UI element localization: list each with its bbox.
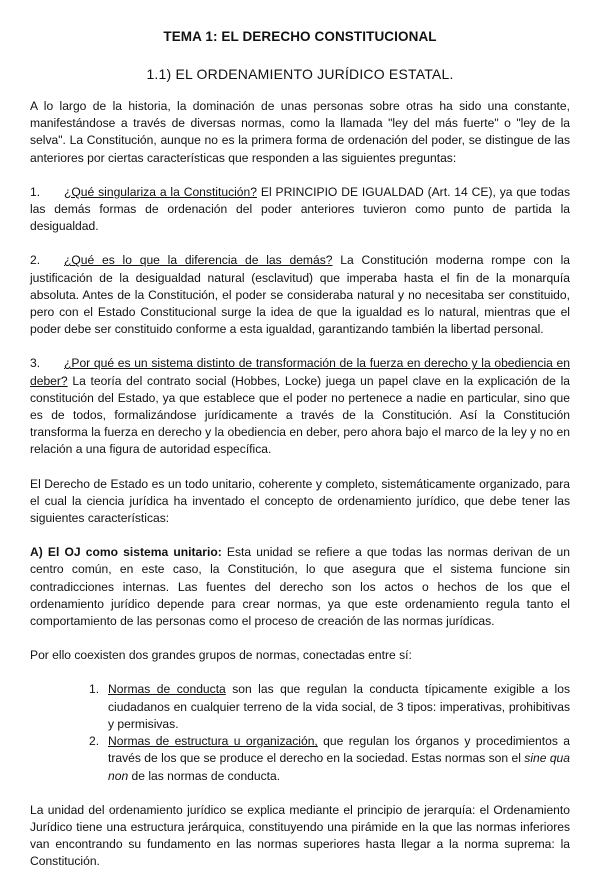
coexisten-paragraph: Por ello coexisten dos grandes grupos de normas, conectadas entre sí: (30, 648, 412, 663)
question-3-text: ¿Por qué es un sistema distinto de transformación de la fuerza en derecho y la obediencia en deber? (30, 356, 570, 388)
norms-list (30, 681, 570, 784)
list-item-text: que regulan los órganos y procedimientos a través de los que se produce el derecho en la sociedad. Estas normas son el (108, 734, 570, 766)
question-3-paragraph (30, 355, 570, 458)
question-2-text: ¿Qué es lo que la diferencia de las demás? (64, 253, 333, 268)
section-a-text: Esta unidad se refiere a que todas las normas derivan de un centro común, en este caso, la Constitución, lo que asegura que el sistema funcione sin contradicciones internas. Las fuentes del derecho son los actos o hechos de los que el ordenamiento jurídico depende para crear normas, ya que este ordenamiento regula tanto el comportamiento de las personas como el proceso de creación de las normas jurídicas. (30, 545, 570, 629)
document-body (30, 98, 570, 888)
section-a-paragraph (30, 544, 570, 630)
list-item (89, 681, 570, 733)
list-item-number: 1. (89, 682, 100, 697)
estado-paragraph: El Derecho de Estado es un todo unitario, coherente y completo, sistemáticamente organizado, para el cual la ciencia jurídica ha inventado el concepto de ordenamiento jurídico, que debe tener las siguientes características: (30, 476, 570, 526)
question-1-number: 1. (30, 184, 41, 199)
question-1-text: ¿Qué singulariza a la Constitución? (64, 184, 257, 199)
question-3-number: 3. (30, 356, 41, 371)
list-item-italic: sine qua non (108, 751, 570, 783)
list-item-term: Normas de conducta (108, 682, 226, 697)
question-1-answer: El PRINCIPIO DE IGUALDAD (Art. 14 CE), ya que todas las demás formas de ordenación del poder anteriores tuvieron como punto de partida la desigualdad. (30, 184, 570, 234)
question-3-answer: La teoría del contrato social (Hobbes, Locke) juega un papel clave en la explicación de la constitución del Estado, ya que establece que el poder no pertenece a nadie en particular, sino que es de todos, formalizándose jurídicamente a través de la Constitución. Así la Constitución transforma la fuerza en derecho y la obediencia en deber, pero ahora bajo el marco de la ley y no en relación a una figura de autoridad específica. (30, 373, 570, 457)
section-subtitle: 1.1) EL ORDENAMIENTO JURÍDICO ESTATAL. (146, 66, 454, 82)
question-2-answer: La Constitución moderna rompe con la justificación de la desigualdad natural (esclavitud) que imperaba hasta el fin de la monarquía absoluta. Antes de la Constitución, el poder se consideraba natural y no necesitaba ser constituido, pero con el Estado Constitucional surge la idea de que la igualdad es lo natural, mientras que el poder debe ser constituido conforme a esta igualdad, garantizando también la libertad personal. (30, 253, 570, 337)
intro-paragraph: A lo largo de la historia, la dominación de unas personas sobre otras ha sido una constante, manifestándose a través de diversas normas, como la llamada "ley del más fuerte" o "ley de la selva". La Constitución, aunque no es la primera forma de ordenación del poder, se distingue de las anteriores por ciertas características que responden a las siguientes preguntas: (30, 99, 570, 165)
question-1-paragraph (30, 184, 570, 236)
list-item-term: Normas de estructura u organización, (108, 734, 318, 749)
question-2-paragraph (30, 252, 570, 338)
list-item-text: son las que regulan la conducta típicamente exigible a los ciudadanos en cualquier terreno de la vida social, de 3 tipos: imperativas, prohibitivas y permisivas. (108, 682, 570, 731)
list-item-text-end: de las normas de conducta. (128, 768, 281, 783)
page-title: TEMA 1: EL DERECHO CONSTITUCIONAL (163, 29, 437, 44)
question-2-number: 2. (30, 253, 41, 268)
jerarquia-paragraph: La unidad del ordenamiento jurídico se explica mediante el principio de jerarquía: el Ordenamiento Jurídico tiene una estructura jerárquica, constituyendo una pirámide en la que las normas inferiores van encontrando su fundamento en las normas superiores hasta llegar a la norma suprema: la Constitución. (30, 802, 570, 869)
section-a-heading: A) El OJ como sistema unitario: (30, 545, 222, 560)
list-item (89, 733, 570, 785)
list-item-number: 2. (89, 734, 100, 749)
